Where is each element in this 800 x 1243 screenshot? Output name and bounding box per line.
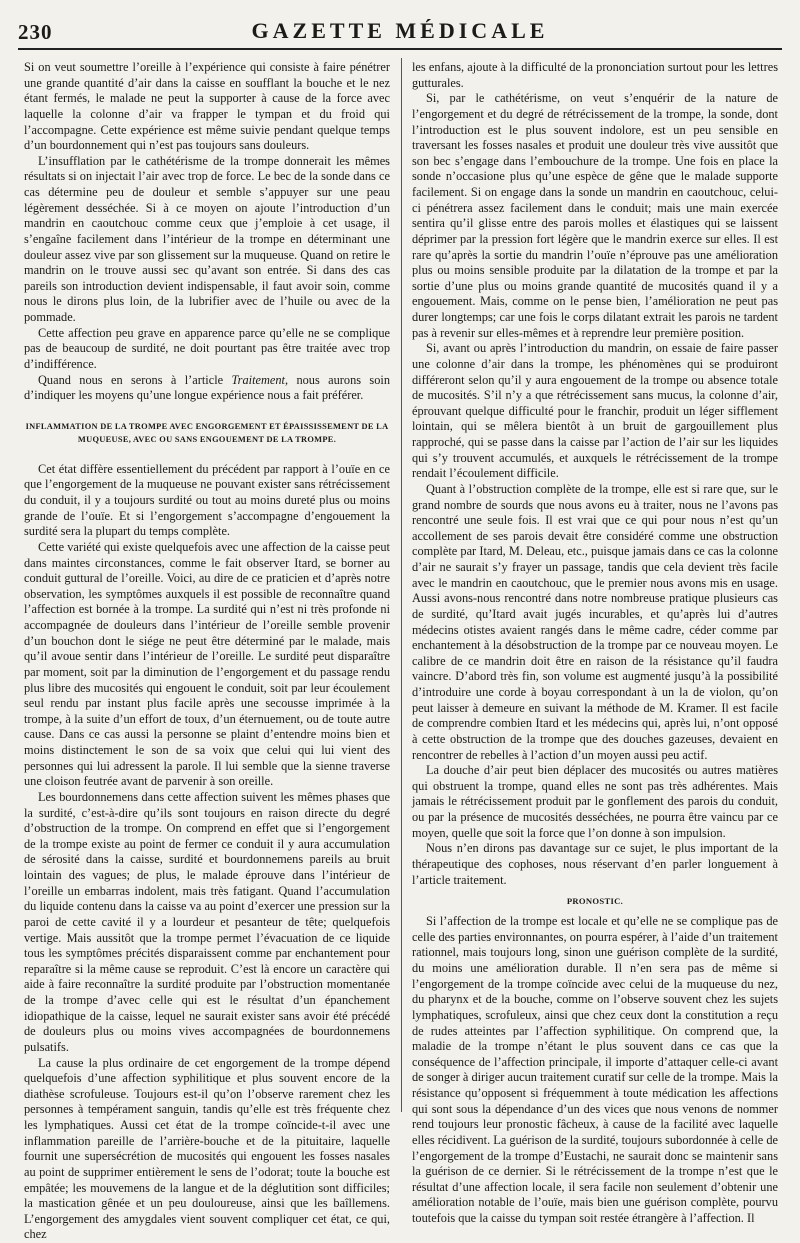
paragraph: Cet état diffère essentiellement du précédent par rapport à l’ouïe en ce que l’engorgement de la muqueuse ne pouvant exister sans rétrécissement du conduit, il y a toujours surdité ou tout au moins dureté plus ou moins grande de l’ouïe. Et si l’engorgement s’accompagne d’engouement la surdité sera la plupart du temps complète. (24, 462, 390, 540)
paragraph: Si l’affection de la trompe est locale et qu’elle ne se complique pas de celle des parties environnantes, on pourra espérer, à l’aide d’un traitement rationnel, mais toujours long, sinon une guérison complète de la surdité, du moins une amélioration durable. Il n’en sera pas de même si l’engorgement de la trompe coïncide avec celui de la muqueuse du nez, du pharynx et de la bouche, comme on l’observe souvent chez les sujets lymphatiques, scrofuleux, ainsi que chez ceux dont la constitution a reçu de rudes atteintes par l’affection syphilitique. On comprend que, la maladie de la trompe n’étant le plus souvent dans ce cas que la conséquence de l’affection principale, il importe d’attaquer celle-ci avant de songer à diriger aucun traitement curatif sur celle de la trompe. Mais la résistance qu’opposent si fréquemment à toute médication les affections qui sont sous la dépendance d’un des vices que nous venons de nommer rend toujours leur pronostic fâcheux, à cause de la facilité avec laquelle elles récidivent. La guérison de la surdité, toujours subordonnée à celle de l’engorgement de la trompe d’Eustachi, ne saurait donc se maintenir sans la guérison de ce dernier. Si le rétrécissement de la trompe n’est que le résultat d’une affection locale, il sera facile non seulement d’obtenir une amélioration notable de l’ouïe, mais bien une guérison complète, pourvu toutefois que la caisse du tympan soit restée étrangère à l’affection. Il (412, 914, 778, 1227)
paragraph: les enfans, ajoute à la difficulté de la prononciation surtout pour les lettres gutturales. (412, 60, 778, 91)
paragraph: Cette affection peu grave en apparence parce qu’elle ne se complique pas de beaucoup de surdité, ne doit pourtant pas être traitée avec trop d’indifférence. (24, 326, 390, 373)
column-divider (401, 58, 402, 1112)
paragraph: Les bourdonnemens dans cette affection suivent les mêmes phases que la surdité, c’est-à-dire qu’ils sont toujours en raison directe du degré d’obstruction de la trompe. On comprend en effet que si l’engorgement de la trompe existe au point de fermer ce conduit il y aura accumulation de sérosité dans la caisse, surdité et bourdonnemens pareils au bruit lointain des vagues; de plus, le malade éprouve dans l’intérieur de l’oreille un embarras indolent, mais très fatigant. Quand l’accumulation du liquide contenu dans la caisse va au point d’exercer une pression sur la paroi de cette cavité il y a lourdeur et pesanteur de tête; quelquefois vertige. Mais aussitôt que la trompe permet l’évacuation de ce liquide tous les symptômes précités disparaissent comme par enchantement pour reparaître si la même cause se reproduit. C’est là encore un caractère qui aide à faire reconnaître la surdité produite par l’obstruction momentanée de la trompe d’avec celle qui est le résultat d’un épanchement idiopathique de la caisse, lequel ne saurait exister sans avoir été précédé de douleurs plus ou moins vives accompagnées de bourdonnemens pulsatifs. (24, 790, 390, 1056)
page-number: 230 (18, 20, 53, 45)
section-heading: PRONOSTIC. (412, 895, 778, 908)
paragraph: Si, par le cathétérisme, on veut s’enquérir de la nature de l’engorgement et du degré de rétrécissement de la trompe, la sonde, dont l’introduction est le plus souvent indolore, est un peu sensible en traversant les fosses nasales et produit une douleur très vive aussitôt que son bec s’engage dans l’embouchure de la trompe. Une fois en place la sonde n’occasione plus qu’une espèce de gêne que le malade supporte facilement. Si on engage dans la sonde un mandrin en caoutchouc, celui-ci pénétrera assez facilement dans le conduit; mais une main exercée sentira qu’il glisse entre des parois molles et élastiques qui se laissent déprimer par la pression fort légère que le mandrin exerce sur elles. Il est rare qu’après la sortie du mandrin l’ouïe n’éprouve pas une amélioration plus ou moins sensible produite par la dilatation de la trompe et par la sortie d’une plus ou moins grande quantité de mucosités quand il y a engouement. Mais, comme on le pense bien, l’amélioration ne peut pas durer longtemps; car une fois le corps dilatant extrait les parois ne tardent pas à revenir sur elles-mêmes et à reprendre leur première position. (412, 91, 778, 341)
paragraph: Quant à l’obstruction complète de la trompe, elle est si rare que, sur le grand nombre de sourds que nous avons eu à traiter, nous ne l’avons pas rencontré une seule fois. Il est vrai que ce qui pour nous n’est qu’un accollement de ses parois devait être considéré comme une obstruction complète par Itard, M. Deleau, etc., puisque jamais dans ce cas la colonne d’air ne saurait s’y frayer un passage, tandis que cela devient très facile avec le mandrin en caoutchouc, que le premier nous avons mis en usage. Aussi avons-nous rencontré dans notre nombreuse pratique plusieurs cas de surdité, qu’Itard avait jugés incurables, et qu’après lui d’autres médecins otistes avaient rangés dans le même cadre, céder comme par enchantement à la désobstruction de la trompe par ce nouveau moyen. Le calibre de ce mandrin doit être en raison de la résistance qu’il faudra vaincre. D’abord très fin, son volume est augmenté jusqu’à la possibilité d’introduire une corde à boyau correspondant à un la de violon, qu’on peut laisser à demeure en suivant la méthode de M. Kramer. Il est facile de comprendre combien Itard et les médecins qui, après lui, n’ont opposé à cette obstruction de la trompe que des douches gazeuses, devaient en rencontrer de rebelles à l’action d’un moyen aussi peu actif. (412, 482, 778, 763)
page-header (18, 14, 782, 50)
paragraph: Nous n’en dirons pas davantage sur ce sujet, le plus important de la thérapeutique des cophoses, nous réservant d’en parler longuement à l’article traitement. (412, 841, 778, 888)
paragraph: La cause la plus ordinaire de cet engorgement de la trompe dépend quelquefois d’une affection syphilitique et plus souvent encore de la diathèse scrofuleuse. Toujours est-il qu’on l’observe rarement chez les personnes à tempérament sanguin, tandis qu’elle est très fréquente chez les lymphatiques. Aussi cet état de la trompe coïncide-t-il avec une inflammation pareille de l’arrière-bouche et de la pituitaire, laquelle fournit une supersécrétion de mucosités qui engouent les fosses nasales au point de supprimer entièrement le sens de l’odorat; toute la bouche est empâtée; les mouvemens de la langue et de la déglutition sont difficiles; la mastication gênée et un peu douloureuse, ainsi que les baîllemens. L’engorgement des amygdales vient souvent compliquer cet état, ce qui, chez (24, 1056, 390, 1243)
text-run: , nous aurons soin d’indiquer les moyens qu’une longue expérience nous a fait préférer. (24, 373, 390, 403)
right-column (412, 60, 778, 1118)
paragraph (24, 373, 390, 404)
paragraph: Si on veut soumettre l’oreille à l’expérience qui consiste à faire pénétrer une grande quantité d’air dans la caisse en soufflant la bouche et le nez étant fermés, le malade ne peut la supporter à cause de la force avec laquelle la colonne d’air va frapper le tympan et du froid qui l’accompagne. Cette expérience est même suivie pendant quelque temps d’un bourdonnement qui n’est pas toujours sans douleurs. (24, 60, 390, 154)
italic-term: Traitement (232, 373, 286, 387)
section-heading: INFLAMMATION DE LA TROMPE AVEC ENGORGEMENT ET ÉPAISSISSEMENT DE LA MUQUEUSE, AVEC OU SANS ENGOUEMENT DE LA TROMPE. (24, 420, 390, 446)
paragraph: Si, avant ou après l’introduction du mandrin, on essaie de faire passer une colonne d’air dans la trompe, les phénomènes qui se produiront différeront selon qu’il y aura engouement de la trompe ou absence totale de mucosités. S’il n’y a que rétrécissement sans mucus, la colonne d’air, éprouvant quelque difficulté pour le franchir, produit un léger sifflement lointain, qui se mêlera bientôt à un bruit de gargouillement plus rapproché, qui se passe dans la caisse par l’action de l’air sur les liquides qui s’y trouvent accumulés, et auxquels le rétrécissement de la trompe rendait l’écoulement difficile. (412, 341, 778, 482)
paragraph: Cette variété qui existe quelquefois avec une affection de la caisse peut dans maintes circonstances, comme le fait observer Itard, se borner au conduit guttural de l’oreille. Voici, au dire de ce praticien et d’après notre observation, les symptômes auxquels il est possible de reconnaître quand l’affection est bornée à la trompe. La surdité qui n’est ni très profonde ni accompagnée de douleurs dans l’intérieur de l’oreille semble provenir d’un bouchon dont le siége ne peut être déterminé par le malade, mais qu’il avoue sentir dans l’intérieur de l’oreille. Le surdité peut disparaître par moment, soit par la diminution de l’engorgement et du passage rendu plus libre des mucosités qui engouent le conduit, soit par leur écoulement seul rendu par instant plus facile après une secousse imprimée à la trompe, à la suite d’un effort de toux, d’un éternuement, ou de toute autre cause. Dans ce cas aussi la personne se plaint d’entendre moins bien et moins distinctement le son de sa voix que celui qui lui vient des personnes qui lui adressent la parole. Il lui semble que la sienne traverse une cloison feutrée avant de parvenir à son oreille. (24, 540, 390, 790)
left-column (24, 60, 390, 1118)
journal-title: GAZETTE MÉDICALE (18, 18, 782, 44)
text-run: Quand nous en serons à l’article (38, 373, 232, 387)
paragraph: La douche d’air peut bien déplacer des mucosités ou autres matières qui obstruent la trompe, quand elles ne sont pas très adhérentes. Mais jamais le rétrécissement produit par le gonflement des parois du conduit, ou par la présence de mucosités desséchées, ne pourra être vaincu par ce moyen, quelle que soit la force que l’on donne à son impulsion. (412, 763, 778, 841)
paragraph: L’insufflation par le cathétérisme de la trompe donnerait les mêmes résultats si on injectait l’air avec trop de force. Le bec de la sonde dans ce cas détermine peu de douleur et semble s’appuyer sur une peau légèrement desséchée. Si à ce moyen on ajoute l’introduction d’un mandrin en caoutchouc comme ceux que j’emploie à cet usage, il s’engaîne facilement dans l’intérieur de la trompe en déterminant une douleur assez vive par son glissement sur la muqueuse. Quand on retire le mandrin on le trouve aussi sec qu’avant son entrée. Si dans des cas pareils son introduction devient indispensable, il faut avoir soin, comme nous le dirons plus loin, de la lubrifier avec de l’huile ou avec de la pommade. (24, 154, 390, 326)
